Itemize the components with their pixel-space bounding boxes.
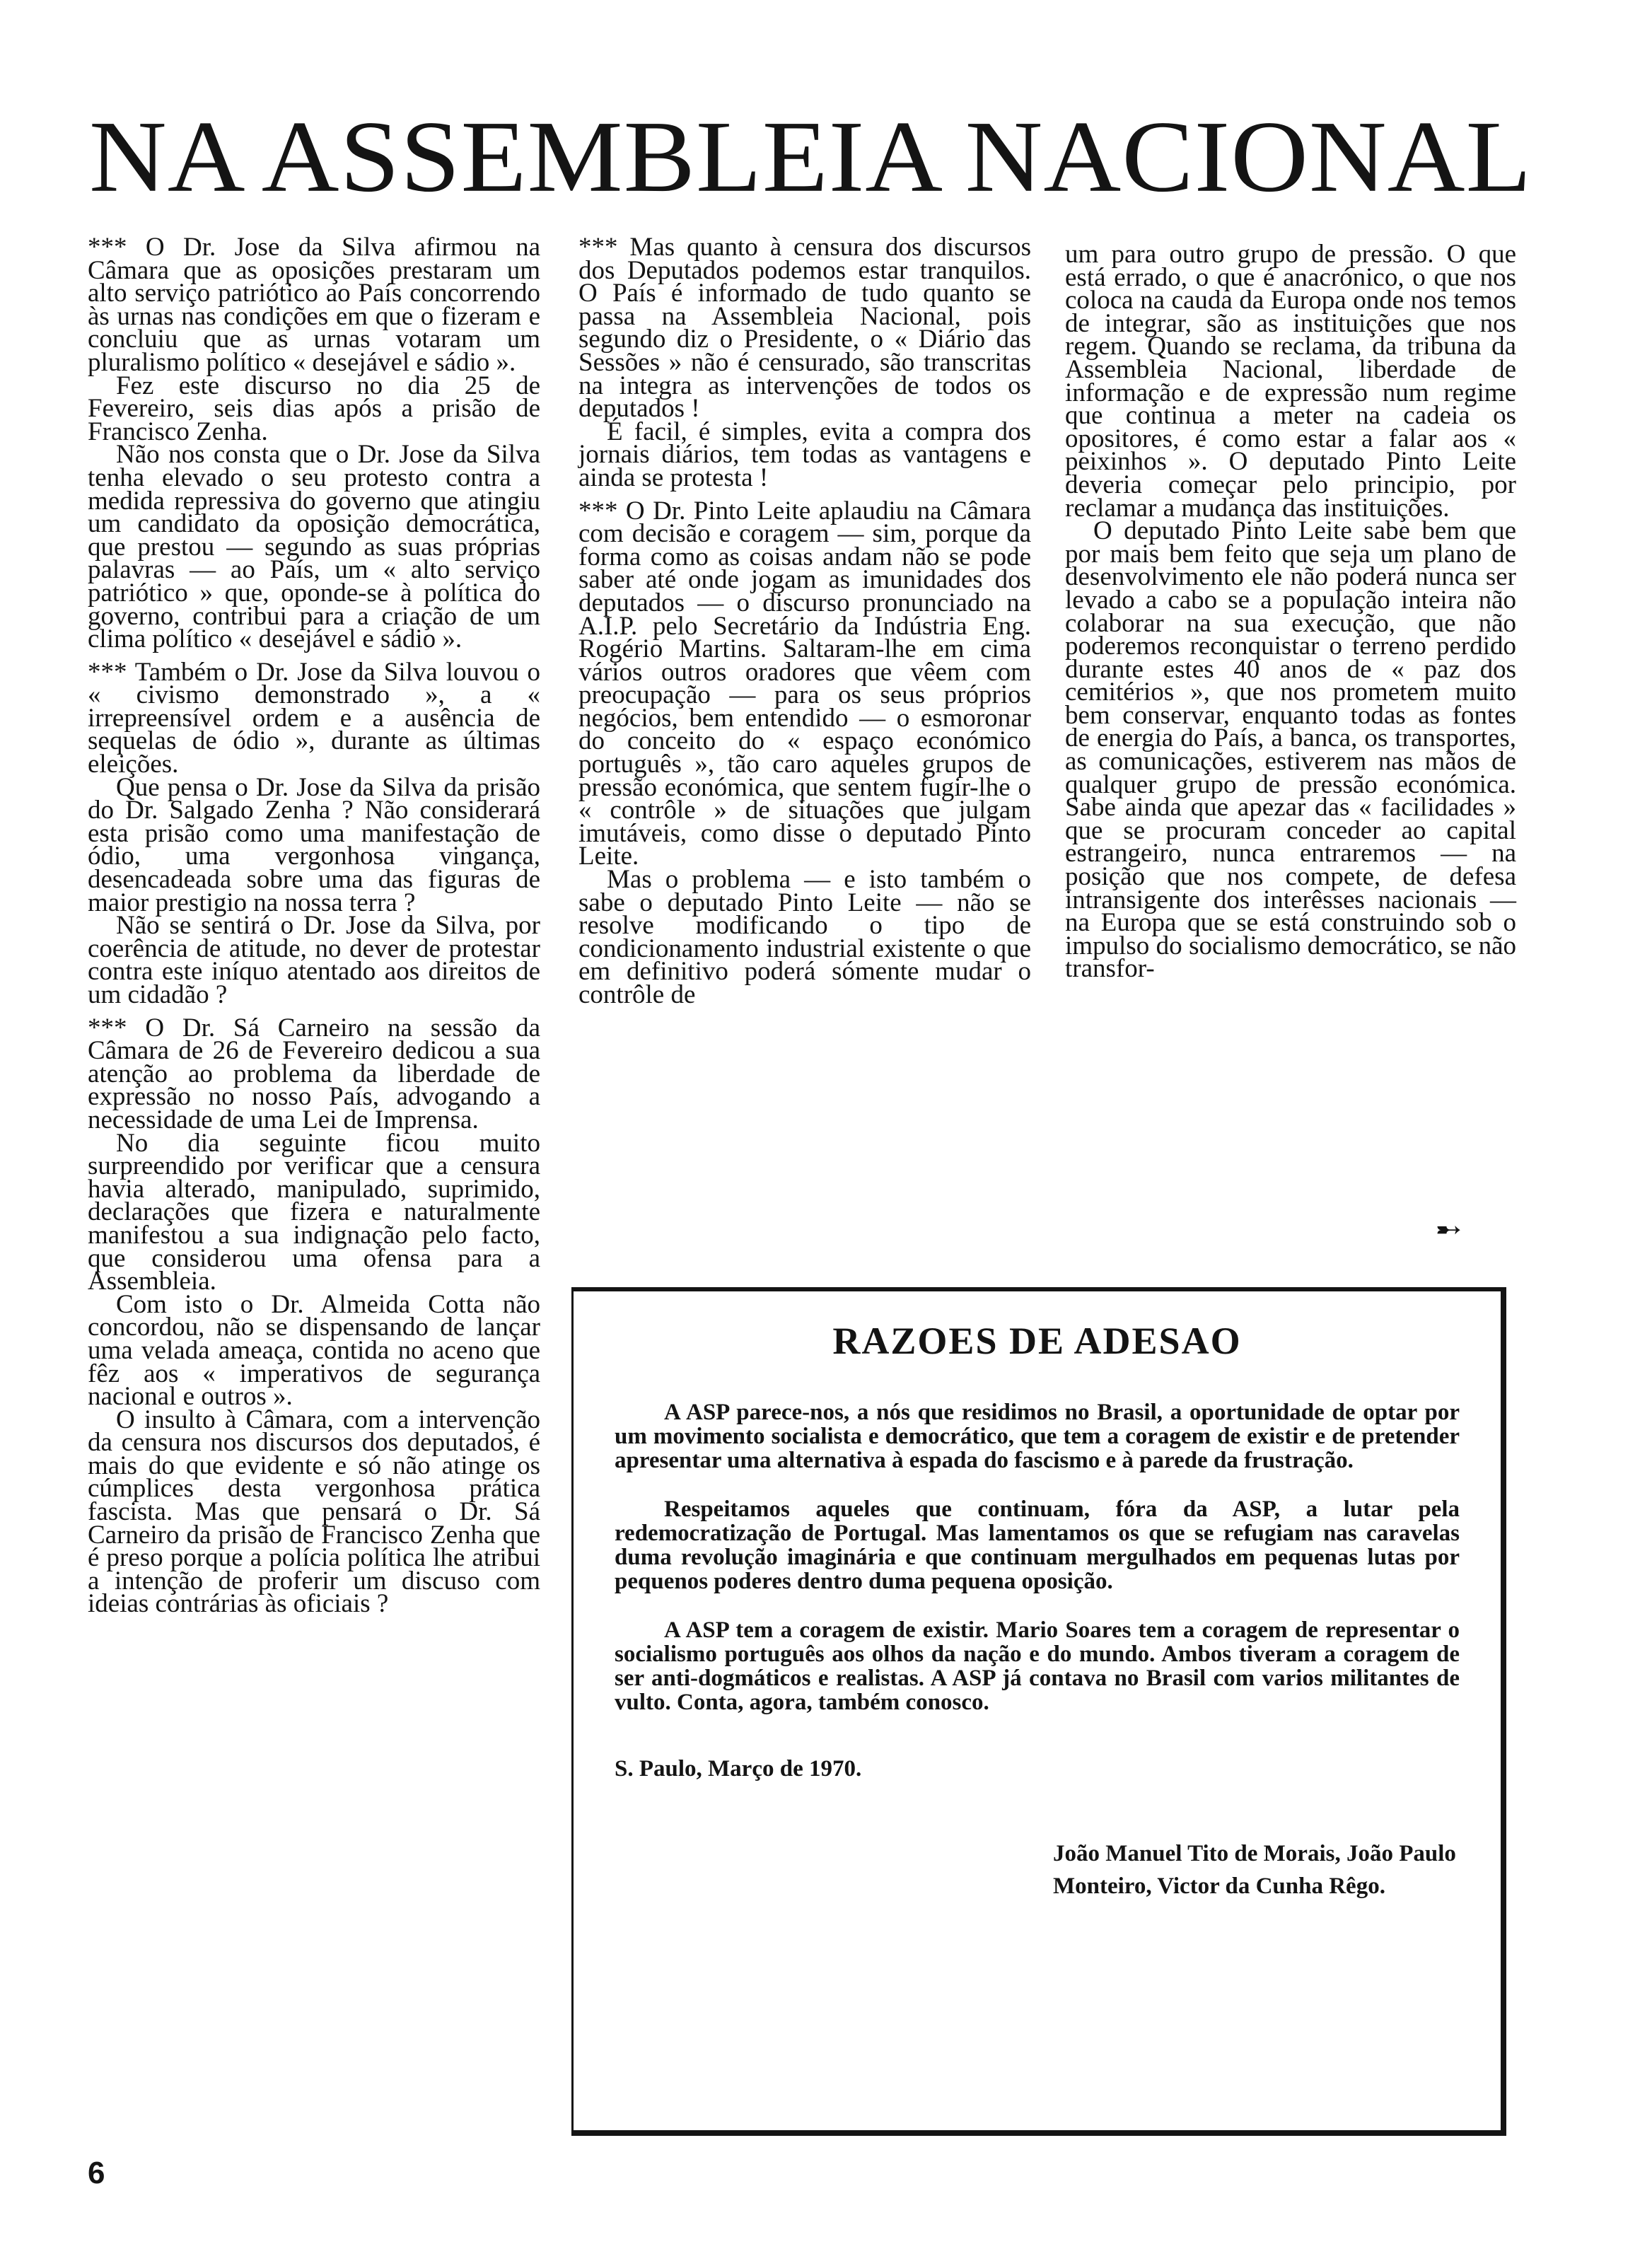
article-column-3 (1065, 240, 1516, 984)
article-paragraph: O deputado Pinto Leite sabe bem que por mais bem feito que seja um plano de desenvolvimento ele não poderá nunca ser levado a cabo se a população inteira não colaborar na sua execução, que não poderemos reconquistar o terreno perdido durante estes 40 anos de « paz dos cemitérios », que nos prometem muito bem conservar, enquanto todas as fontes de energia do País, a banca, os transportes, as comunicações, estiverem nas mãos de qualquer grupo de pressão económica. Sabe ainda que apezar das « facilidades » que se procuram conceder ao capital estrangeiro, nunca entraremos — na posição que nos compete, de defesa intransigente dos interêsses nacionais — na Europa que se está construindo sob o impulso do socialismo democrático, se não transfor- (1065, 516, 1516, 984)
article-paragraph: *** O Dr. Pinto Leite aplaudiu na Câmara com decisão e coragem — sim, porque da forma como as coisas andam não se pode saber até onde jogam as imunidades dos deputados — o discurso pronunciado na A.I.P. pelo Secretário da Indústria Eng. Rogério Martins. Saltaram-lhe em cima vários outros oradores que vêem com preocupação — para os seus próprios negócios, bem entendido — o esmoronar do conceito do « espaço económico português », tão caro aqueles grupos de pressão económica, que sentem fugir-lhe o « contrôle » de situações que julgam imutáveis, como disse o deputado Pinto Leite. (578, 496, 1031, 871)
article-paragraph: um para outro grupo de pressão. O que está errado, o que é anacrónico, o que nos coloca na cauda da Europa onde nos temos de integrar, são as instituições que nos regem. Quando se reclama, da tribuna da Assembleia Nacional, liberdade de informação e de expressão num regime que continua a meter na cadeia os opositores, é como estar a falar aos « peixinhos ». O deputado Pinto Leite deveria começar pelo principio, por reclamar a mudança das instituições. (1065, 240, 1516, 523)
article-paragraph: O insulto à Câmara, com a intervenção da censura nos discursos dos deputados, é mais do que evidente e só não atinge os cúmplices desta vergonhosa prática fascista. Mas que pensará o Dr. Sá Carneiro da prisão de Francisco Zenha que é preso porque a polícia política lhe atribui a intenção de proferir um discuso com ideias contrárias às oficiais ? (88, 1405, 540, 1619)
place-date: S. Paulo, Março de 1970. (615, 1756, 862, 1782)
page-number: 6 (88, 2156, 105, 2190)
adhesion-statement-box (571, 1287, 1506, 2136)
article-paragraph: Fez este discurso no dia 25 de Fevereiro, seis dias após a prisão de Francisco Zenha. (88, 371, 540, 446)
article-paragraph: Mas o problema — e isto também o sabe o deputado Pinto Leite — não se resolve modificando o tipo de condicionamento industrial existente o que em definitivo poderá sómente mudar o contrôle de (578, 865, 1031, 1009)
box-paragraph: A ASP tem a coragem de existir. Mario Soares tem a coragem de representar o socialismo português aos olhos da nação e do mundo. Ambos tiveram a coragem de ser anti-dogmáticos e realistas. A ASP já contava no Brasil com varios militantes de vulto. Conta, agora, também conosco. (615, 1617, 1460, 1715)
page-headline: NA ASSEMBLEIA NACIONAL (89, 100, 1532, 214)
box-paragraph: Respeitamos aqueles que continuam, fóra da ASP, a lutar pela redemocratização de Portugal. Mas lamentamos os que se refugiam nas caravelas duma revolução imaginária e que continuam mergulhados em pequenas lutas por pequenos poderes dentro duma pequena oposição. (615, 1497, 1460, 1594)
article-paragraph: *** Também o Dr. Jose da Silva louvou o « civismo demonstrado », a « irrepreensível ordem e a ausência de sequelas de ódio », durante as últimas eleições. (88, 657, 540, 779)
article-column-1 (88, 233, 540, 1619)
continued-arrow-icon: ➸ (1436, 1211, 1462, 1248)
article-paragraph: Não nos consta que o Dr. Jose da Silva tenha elevado o seu protesto contra a medida repressiva do governo que atingiu um candidato da oposição democrática, que prestou — segundo as suas próprias palavras — ao País, um « alto serviço patriótico » que, oponde-se à política do governo, contribui para a criação de um clima político « desejável e sádio ». (88, 440, 540, 654)
article-paragraph: *** O Dr. Jose da Silva afirmou na Câmara que as oposições prestaram um alto serviço patriótico ao País concorrendo às urnas nas condições em que o fizeram e concluiu que as urnas votaram um pluralismo político « desejável e sádio ». (88, 233, 540, 377)
article-paragraph: *** O Dr. Sá Carneiro na sessão da Câmara de 26 de Fevereiro dedicou a sua atenção ao problema da liberdade de expressão no nosso País, advogando a necessidade de uma Lei de Imprensa. (88, 1013, 540, 1134)
box-title: RAZOES DE ADESAO (832, 1320, 1242, 1362)
article-paragraph: No dia seguinte ficou muito surpreendido por verificar que a censura havia alterado, manipulado, suprimido, declarações que fizera e naturalmente manifestou a sua indignação pelo facto, que considerou uma ofensa para a Assembleia. (88, 1128, 540, 1296)
article-paragraph: Com isto o Dr. Almeida Cotta não concordou, não se dispensando de lançar uma velada ameaça, contida no aceno que fêz aos « imperativos de segurança nacional e outros ». (88, 1289, 540, 1412)
signatories: João Manuel Tito de Morais, João Paulo Monteiro, Victor da Cunha Rêgo. (1053, 1841, 1456, 1899)
article-paragraph: Não se sentirá o Dr. Jose da Silva, por coerência de atitude, no dever de protestar contra este iníquo atentado aos direitos de um cidadão ? (88, 911, 540, 1009)
box-paragraph: A ASP parece-nos, a nós que residimos no Brasil, a oportunidade de optar por um movimento socialista e democrático, que tem a coragem de existir e de pretender apresentar uma alternativa à espada do fascismo e à parede da frustração. (615, 1400, 1460, 1473)
article-paragraph: É facil, é simples, evita a compra dos jornais diários, tem todas as vantagens e ainda se protesta ! (578, 417, 1031, 492)
article-paragraph: *** Mas quanto à censura dos discursos dos Deputados podemos estar tranquilos. O País é informado de tudo quanto se passa na Assembleia Nacional, pois segundo diz o Presidente, o « Diário das Sessões » não é censurado, são transcritas na integra as intervenções de todos os deputados ! (578, 233, 1031, 424)
article-column-2 (578, 233, 1031, 1009)
article-paragraph: Que pensa o Dr. Jose da Silva da prisão do Dr. Salgado Zenha ? Não considerará esta prisão como uma manifestação de ódio, uma vergonhosa vingança, desencadeada sobre uma das figuras de maior prestigio na nossa terra ? (88, 772, 540, 917)
